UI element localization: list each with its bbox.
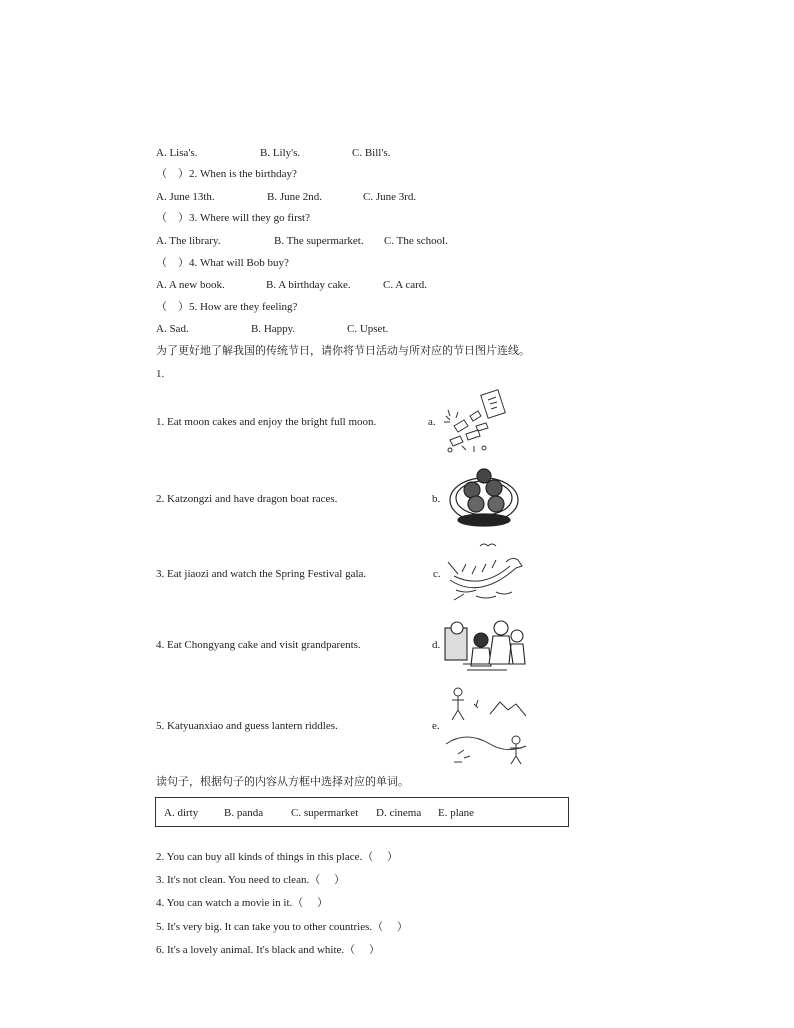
word-option-a: A. dirty — [164, 807, 199, 819]
q5-option-b: B. Happy. — [251, 323, 296, 335]
word-option-d: D. cinema — [376, 807, 422, 819]
match-item-3: 3. Eat jiaozi and watch the Spring Festival gala. — [156, 568, 367, 580]
sentence-3: 3. It's not clean. You need to clean.（ ） — [156, 874, 345, 886]
q4-option-b: B. A birthday cake. — [266, 279, 351, 291]
sentence-2: 2. You can buy all kinds of things in this place.（ ） — [156, 851, 398, 863]
q3-option-a: A. The library. — [156, 235, 221, 247]
q5-text: （ ）5. How are they feeling? — [156, 301, 298, 313]
mountain-climbing-icon — [444, 684, 530, 768]
q3-option-c: C. The school. — [384, 235, 448, 247]
q1-option-b: B. Lily's. — [260, 147, 301, 159]
q2-text: （ ）2. When is the birthday? — [156, 168, 297, 180]
match-letter-a: a. — [428, 416, 436, 428]
match-item-4: 4. Eat Chongyang cake and visit grandparents. — [156, 639, 361, 651]
q2-option-b: B. June 2nd. — [267, 191, 322, 203]
section2-number: 1. — [156, 368, 165, 380]
q4-option-a: A. A new book. — [156, 279, 225, 291]
mooncakes-icon — [446, 460, 524, 530]
q1-option-a: A. Lisa's. — [156, 147, 198, 159]
match-item-1: 1. Eat moon cakes and enjoy the bright full moon. — [156, 416, 377, 428]
q3-text: （ ）3. Where will they go first? — [156, 212, 310, 224]
word-option-e: E. plane — [438, 807, 475, 819]
section2-instruction: 为了更好地了解我国的传统节日，请你将节日活动与所对应的节日图片连线。 — [156, 344, 530, 357]
sentence-4: 4. You can watch a movie in it.（ ） — [156, 897, 329, 909]
section3-instruction: 读句子，根据句子的内容从方框中选择对应的单词。 — [156, 775, 409, 788]
match-letter-c: c. — [433, 568, 441, 580]
match-item-2: 2. Katzongzi and have dragon boat races. — [156, 493, 338, 505]
sentence-5: 5. It's very big. It can take you to other countries.（ ） — [156, 921, 408, 933]
match-letter-d: d. — [432, 639, 441, 651]
word-option-c: C. supermarket — [291, 807, 359, 819]
dragon-boat-icon — [446, 540, 526, 606]
q5-option-c: C. Upset. — [347, 323, 389, 335]
q1-option-c: C. Bill's. — [352, 147, 391, 159]
q2-option-a: A. June 13th. — [156, 191, 215, 203]
match-letter-e: e. — [432, 720, 440, 732]
word-bank-box — [155, 797, 569, 827]
q2-option-c: C. June 3rd. — [363, 191, 417, 203]
word-option-b: B. panda — [224, 807, 264, 819]
q4-text: （ ）4. What will Bob buy? — [156, 257, 289, 269]
q3-option-b: B. The supermarket. — [274, 235, 364, 247]
q5-option-a: A. Sad. — [156, 323, 189, 335]
family-icon — [443, 614, 529, 678]
match-item-5: 5. Katyuanxiao and guess lantern riddles. — [156, 720, 338, 732]
q4-option-c: C. A card. — [383, 279, 427, 291]
sentence-6: 6. It's a lovely animal. It's black and white.（ ） — [156, 944, 380, 956]
firecrackers-icon — [440, 386, 524, 456]
match-letter-b: b. — [432, 493, 441, 505]
